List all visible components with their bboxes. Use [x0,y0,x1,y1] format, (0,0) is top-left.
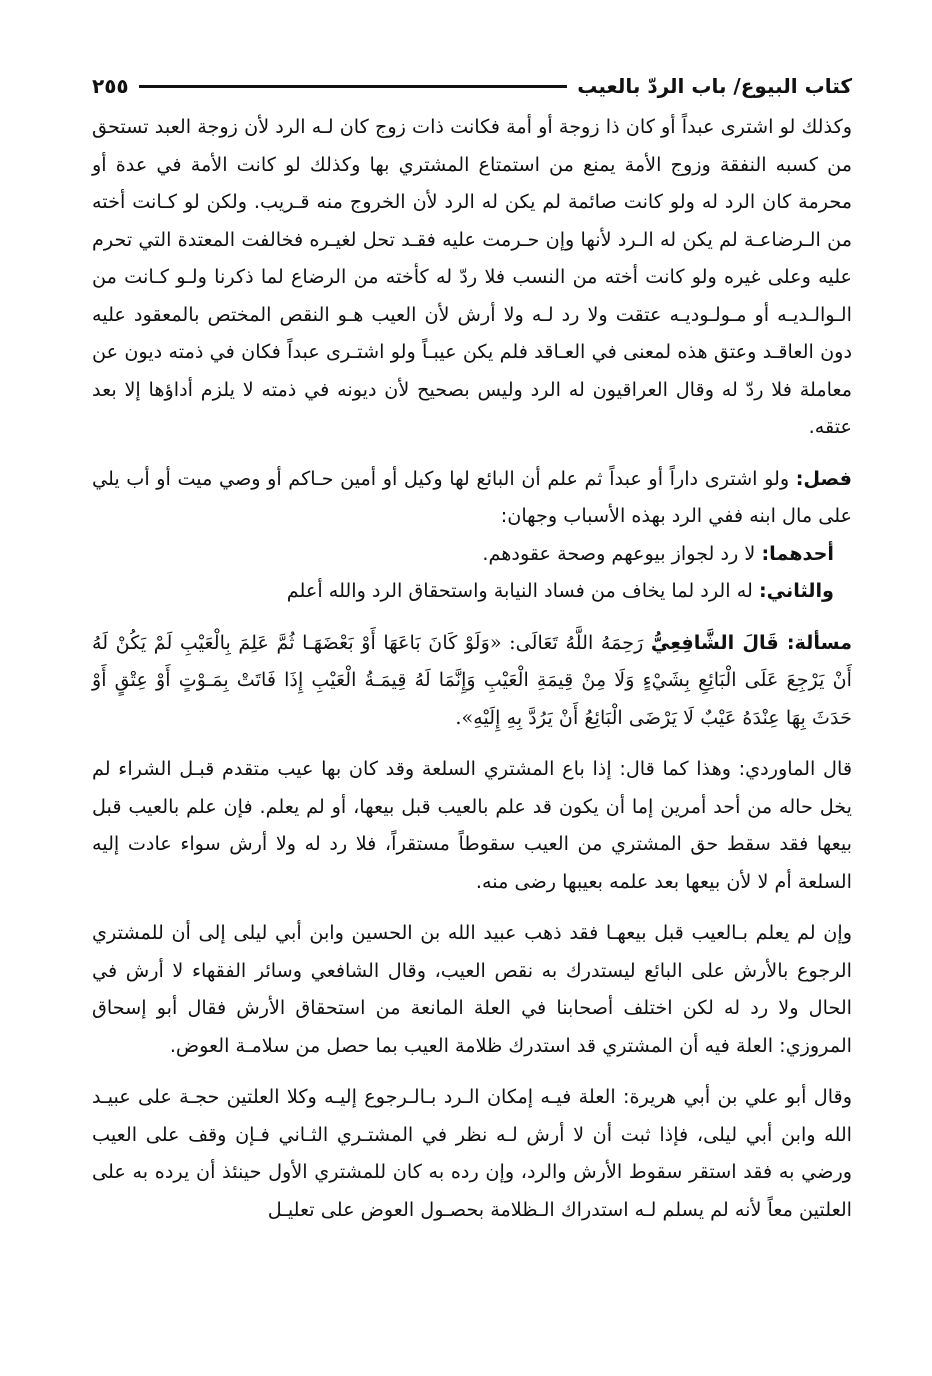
shafii-quote: رَحِمَهُ اللَّهُ تَعَالَى: «وَلَوْ كَانَ بَاعَهَا أَوْ بَعْضَهَـا ثُمَّ عَلِمَ بِالْعَيْبِ لَمْ يَكُنْ لَهُ أَنْ يَرْجِعَ عَلَى الْبَائِعِ بِشَيْءٍ وَلَا مِنْ قِيمَةِ الْعَيْبِ وَإِنَّمَا لَهُ قِيمَـةُ الْعَيْبِ إِذَا فَاتَتْ بِمَـوْتٍ أَوْ عِتْقٍ أَوْ حَدَثَ بِهَا عِنْدَهُ عَيْبٌ لَا يَرْضَى الْبَائِعُ أَنْ يَرُدَّ بِهِ إِلَيْهِ». [92,630,852,729]
second-view-lead: والثاني: [758,579,834,602]
spacer [92,736,852,750]
section-text: ولو اشترى داراً أو عبداً ثم علم أن البائع لها وكيل أو أمين حـاكم أو وصي ميت أو أب يلي على مال ابنه ففي الرد بهذه الأسباب وجهان: [92,466,852,527]
paragraph-5: وإن لم يعلم بـالعيب قبل بيعهـا فقد ذهب عبيد الله بن الحسين وابن أبي ليلى إلى أن للمشتري الرجوع بالأرش على البائع ليستدرك به نقص العيب، وقال الشافعي وسائر الفقهاء لا أرش في الحال ولا رد له لكن اختلف أصحابنا في العلة المانعة من استحقاق الأرش فقال أبو إسحاق المروزي: العلة فيه أن المشتري قد استدرك ظلامة العيب بما حصل من سلامـة العوض. [92,921,852,1057]
spacer [92,1064,852,1078]
running-title: كتاب البيوع/ باب الردّ بالعيب [577,74,852,98]
section-lead: فصل: [795,466,852,490]
paragraph-masala [92,624,852,737]
paragraph-first-view [92,535,852,573]
paragraph-second-view [92,572,852,610]
page-header [92,66,852,106]
masala-lead: مسألة: قَالَ الشَّافِعِيُّ [650,630,852,654]
first-view-text: لا رد لجواز بيوعهم وصحة عقودهم. [482,541,756,565]
paragraph-6: وقال أبو علي بن أبي هريرة: العلة فيـه إمكان الـرد بـالـرجوع إليـه وكلا العلتين حجـة على عبيـد الله وابن أبي ليلى، فإذا ثبت أن لا أرش لـه نظر في المشتـري الثـاني فـإن وقف على العيب ورضي به فقد استقر سقوط الأرش والرد، وإن رده به كان للمشتري الأول حينئذ أن يرده به على العلتين معاً لأنه لم يسلم لـه استدراك الـظلامة بحصـول العوض على تعليـل [92,1085,852,1221]
spacer [92,900,852,914]
spacer [92,610,852,624]
second-view-text: له الرد لما يخاف من فساد النيابة واستحقاق الرد والله أعلم [286,579,753,602]
paragraph-fasl [92,460,852,535]
paragraph-mawardi: قال الماوردي: وهذا كما قال: إذا باع المشتري السلعة وقد كان بها عيب متقدم قبـل الشراء لم يخل حاله من أحد أمرين إما أن يكون قد علم بالعيب قبل بيعها، أو لم يعلم. فإن علم بالعيب قبل بيعها فقد سقط حق المشتري من العيب سقوطاً مستقراً، فلا رد له ولا أرش سواء عادت إليه السلعة أم لا لأن بيعها بعد علمه بعيبها رضى منه. [92,757,852,893]
document-page [92,66,852,1228]
paragraph-1: وكذلك لو اشترى عبداً أو كان ذا زوجة أو أمة فكانت ذات زوج كان لـه الرد لأن زوجة العبد تستحق من كسبه النفقة وزوج الأمة يمنع من استمتاع المشتري بها وكذلك لو كانت الأمة في عدة أو محرمة كان الرد له ولو كانت صائمة لم يكن له الرد لأن الخروج منه قـريب. ولكن لو كـانت أخته من الـرضاعـة لم يكن له الـرد لأنها وإن حـرمت عليه فقـد تحل لغيـره فخالفت المعتدة التي تحرم عليه وعلى غيره ولو كانت أخته من النسب فلا ردّ له كأخته من الرضاع لما ذكرنا ولـو كـانت من الـوالـديـه أو مـولـوديـه عتقت ولا رد لـه ولا أرش لأن العيب هـو النقص المختص بالمعقود عليه دون العاقـد وعتق هذه لمعنى في العـاقد فلم يكن عيبـاً ولو اشتـرى عبداً فكان في ذمته ديون عن معاملة فلا ردّ له وقال العراقيون له الرد وليس بصحيح لأن ديونه في ذمته لا يلزم أداؤها إلا بعد عتقه. [92,115,852,438]
first-view-lead: أحدهما: [761,541,834,565]
spacer [92,446,852,460]
header-rule [139,85,568,88]
page-number: ٢٥٥ [92,74,129,98]
